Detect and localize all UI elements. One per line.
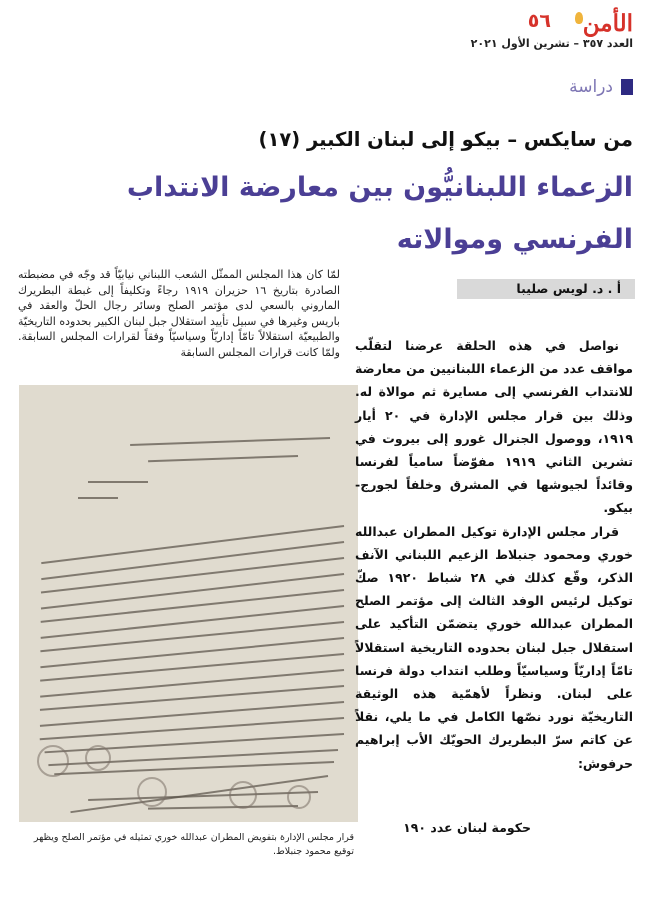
article-title-line-1: الزعماء اللبنانيُّون بين معارضة الانتداب bbox=[126, 172, 633, 203]
section-label: دراسة bbox=[569, 77, 613, 97]
page-number: ٥٦ bbox=[527, 10, 551, 32]
historical-document-image bbox=[19, 385, 358, 822]
article-title-line-2: الفرنسي وموالاته bbox=[396, 224, 633, 255]
document-transcript-excerpt bbox=[18, 267, 340, 360]
section-header bbox=[569, 76, 633, 98]
flame-icon bbox=[575, 12, 583, 24]
article-paragraph: قرار مجلس الإدارة توكيل المطران عبدالله خوري ومحمود جنبلاط الزعيم اللبناني الآنف الذكر، وقّع كذلك في ٢٨ شباط ١٩٢٠ صكّ توكيل لرئيس الوفد الثالث إلى مؤتمر الصلح المطران عبدالله خوري يتضمّن التأكيد على استقلال جبل لبنان بحدوده التاريخية استقلالاً تامّاً إداريّاً وسياسيّاً وطلب انتداب دولة فرنسا على لبنان. ونظراً لأهمّية هذه الوثيقة التاريخيّة نورد نصّها الكامل في ما يلي، نقلاً عن كاتم سرّ البطريرك الحويّك الأب إبراهيم حرفوش: bbox=[355, 523, 633, 771]
document-header-line: حكومة لبنان عدد ١٩٠ bbox=[403, 820, 531, 835]
issue-line: العدد ٣٥٧ – تشرين الأول ٢٠٢١ bbox=[470, 37, 633, 50]
magazine-logo bbox=[583, 10, 633, 37]
section-square-icon bbox=[621, 79, 633, 95]
image-caption: قرار مجلس الإدارة بتفويض المطران عبدالله خوري تمثيله في مؤتمر الصلح ويظهر توقيع محمود جنبلاط. bbox=[33, 832, 354, 857]
logo-text: الأمن bbox=[582, 10, 633, 37]
article-paragraph: نواصل في هذه الحلقة عرضنا لتقلّب مواقف عدد من الزعماء اللبنانيين من معارضة للانتداب الفرنسي إلى مسايرة ثم موالاة له. وذلك بين قرار مجلس الإدارة في ٢٠ أيار ١٩١٩، ووصول الجنرال غورو إلى بيروت في تشرين الثاني ١٩١٩ مفوّضاً سامياً لفرنسا وقائداً لجيوشها في المشرق وخلفاً لجورج-بيكو. bbox=[355, 338, 633, 516]
article-supertitle: من سايكس – بيكو إلى لبنان الكبير (١٧) bbox=[258, 128, 633, 151]
author-name: أ . د. لويس صليبا bbox=[516, 281, 621, 296]
transcript-paragraph: لمّا كان هذا المجلس الممثّل الشعب اللبناني نيابيّاً قد وجّه في مضبطته الصادرة بتاريخ ١٦ حزيران ١٩١٩ رجاءً وتكليفاً إلى غبطة البطريرك الماروني بالسعي لدى مؤتمر الصلح وسائر رجال الحلّ والعقد في باريس وغيرها في سبيل تأييد استقلال جبل لبنان الكبير بحدوده التاريخيّة والطبيعيّة استقلالاً تامّاً إداريّاً وسياسيّاً وفقاً لقرارات المجلس السابقة. ولمّا كانت قرارات المجلس السابقة bbox=[18, 268, 340, 359]
main-article-text bbox=[355, 334, 633, 775]
